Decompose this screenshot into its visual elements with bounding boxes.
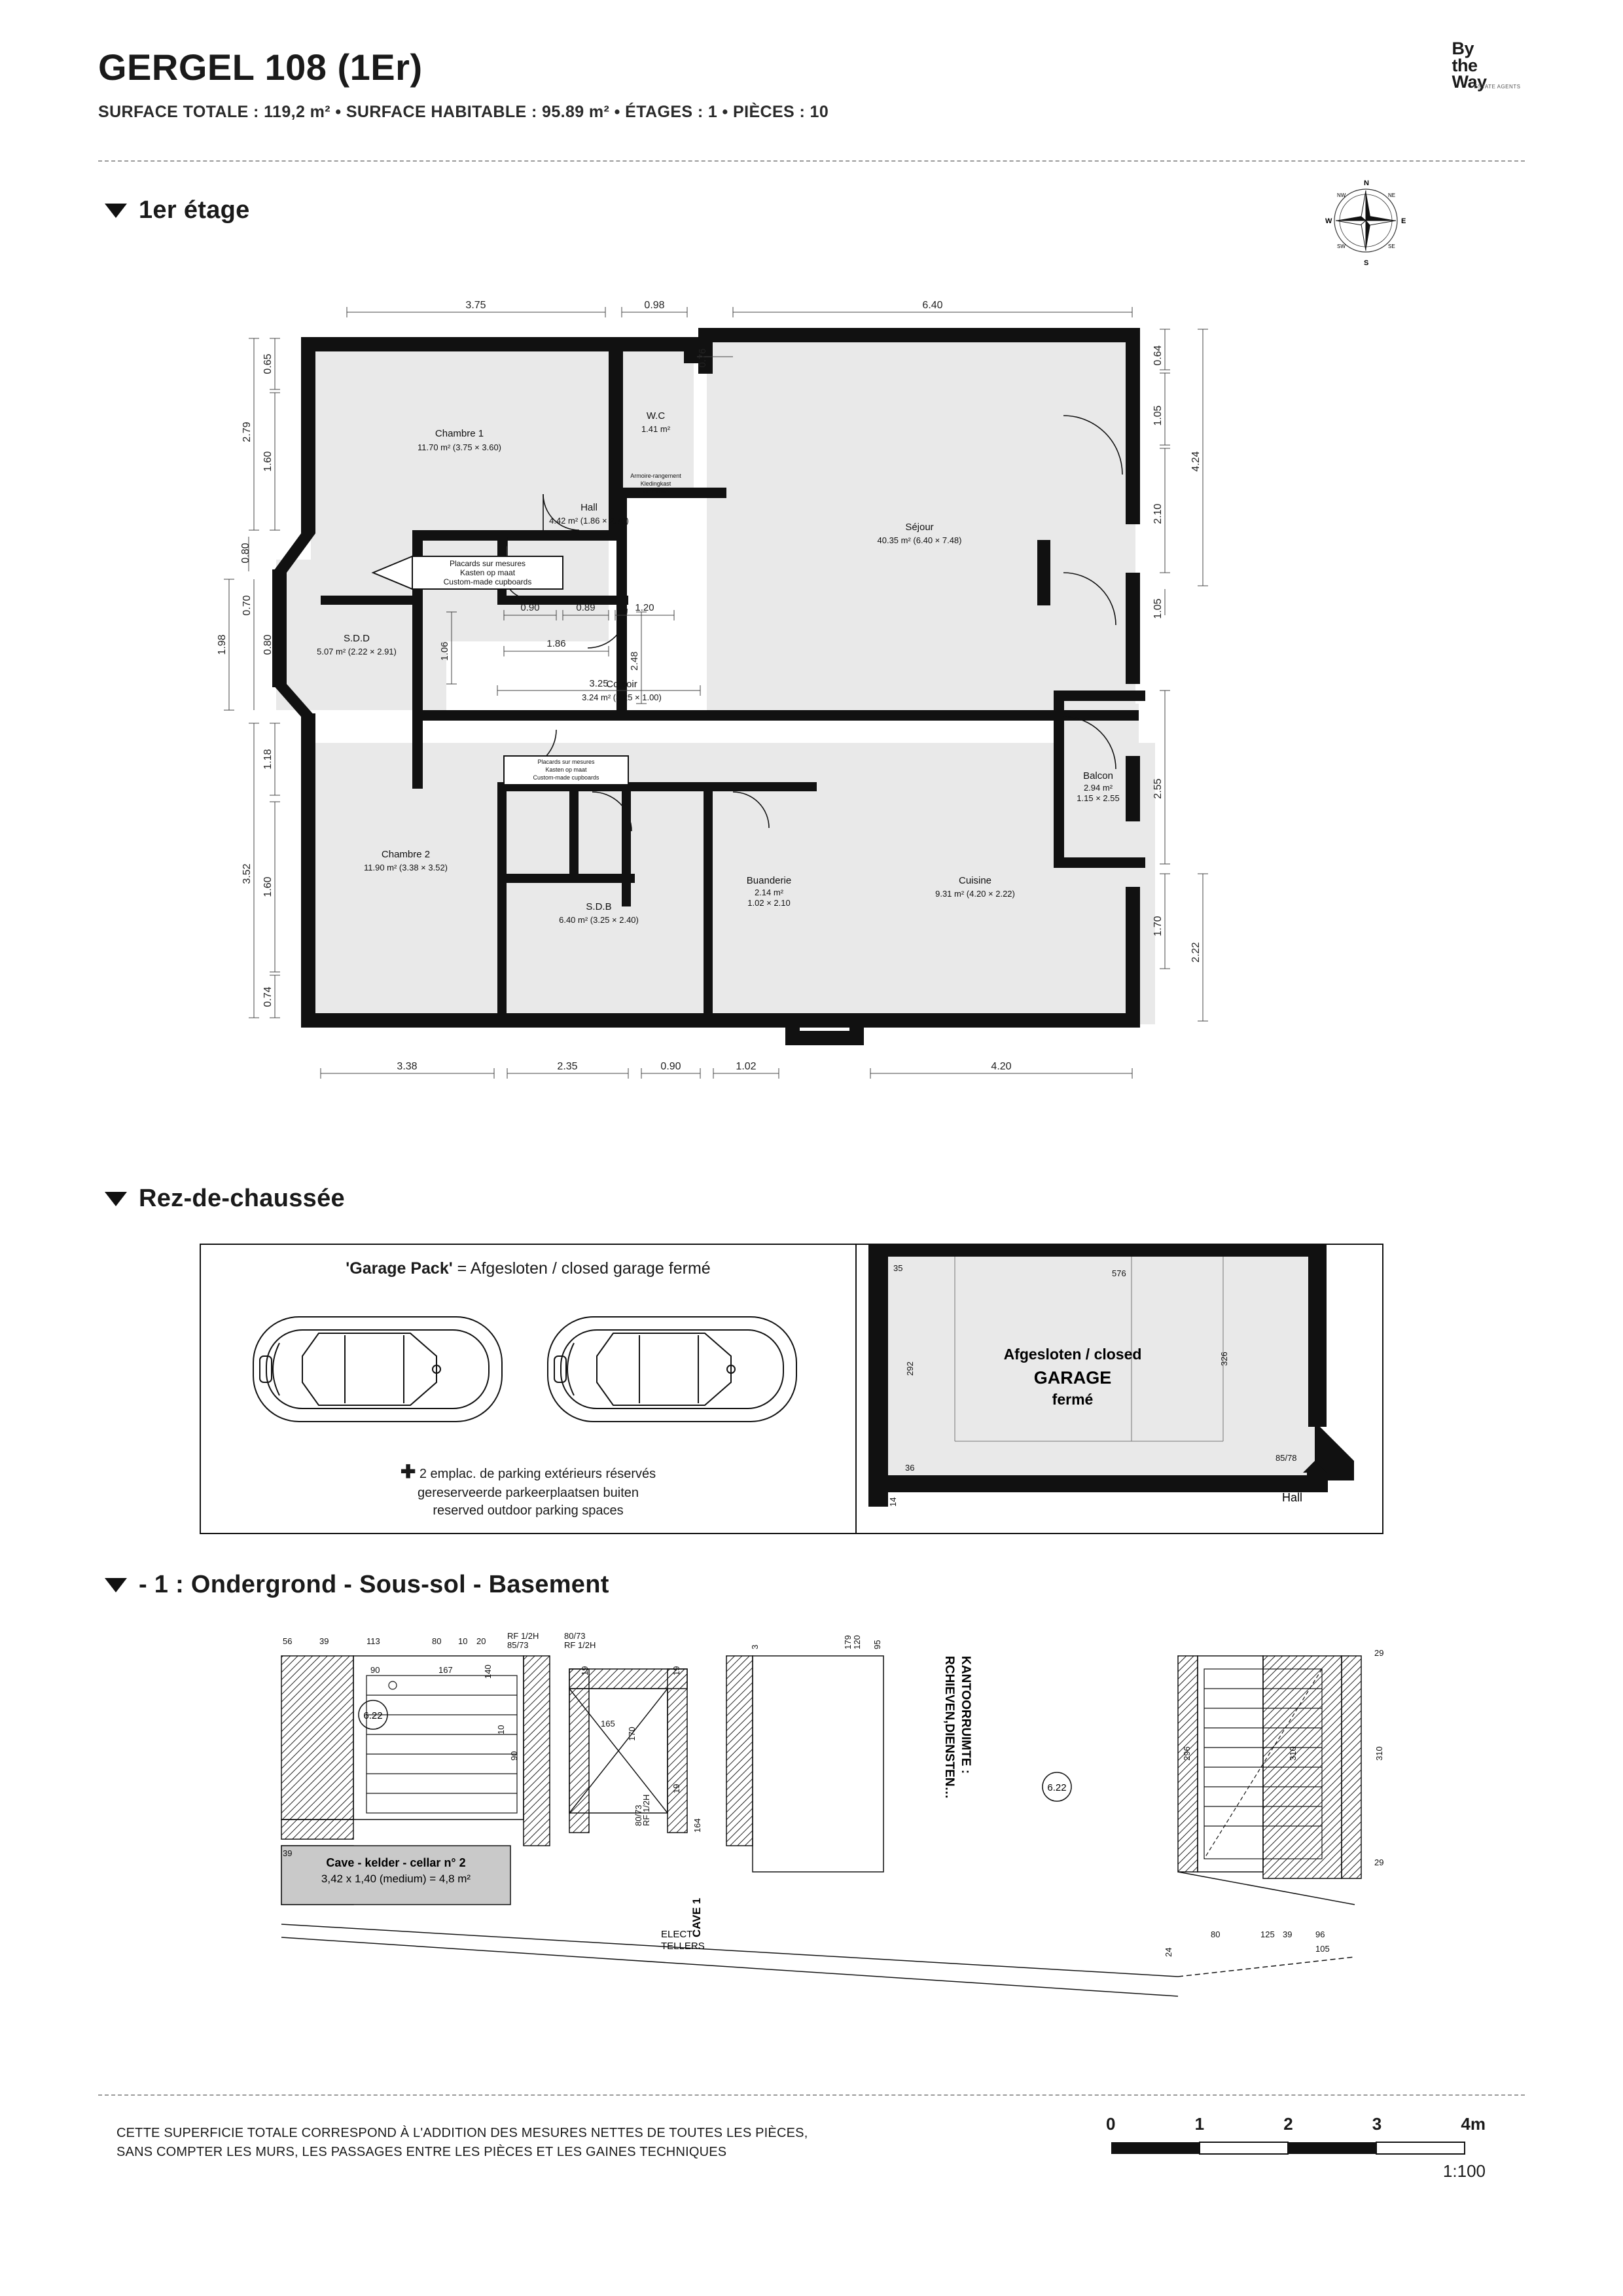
floorplan-first-floor: [216, 298, 1381, 1168]
dim-right-3: 4.24: [1190, 451, 1202, 472]
dim-inner-5: 1.86: [546, 638, 566, 649]
ground-floor-block: [200, 1244, 1383, 1534]
bm-label-7: 85/73: [507, 1640, 529, 1650]
dim-inner-7: 1.06: [439, 641, 450, 661]
bm-label-38: 24: [1164, 1947, 1173, 1957]
dim-right-2: 1.05: [1152, 405, 1164, 426]
dim-right-7: 1.70: [1152, 916, 1164, 937]
room-detail-sdd: 5.07 m² (2.22 × 2.91): [317, 647, 397, 656]
bm-label-2: 113: [366, 1636, 380, 1646]
room-label-sejour: Séjour: [905, 522, 934, 533]
room-detail-sdb: 6.40 m² (3.25 × 2.40): [559, 915, 639, 925]
parking-note-2: gereserveerde parkeerplaatsen buiten: [418, 1486, 639, 1500]
room-detail-balcon: 2.94 m²: [1083, 783, 1113, 793]
dim-left-9: 3.52: [241, 863, 253, 884]
kantoor-label-2: RCHIEVEN,DIENSTEN…: [942, 1656, 956, 1799]
cupboard-label-1b: Kasten op maat: [459, 568, 516, 577]
parking-note-1: 2 emplac. de parking extérieurs réservés: [419, 1467, 656, 1482]
triangle-icon: [105, 204, 127, 218]
svg-text:NE: NE: [1388, 192, 1396, 198]
garage-dim-4: 326: [1219, 1352, 1229, 1366]
cupboard-label-1c: Custom-made cupboards: [443, 577, 532, 586]
garage-pack-strong: 'Garage Pack': [346, 1259, 453, 1278]
bm-label-10: 140: [483, 1664, 493, 1679]
dim-top-1: 3.75: [465, 300, 486, 311]
cupboard-label-2b: Kasten op maat: [545, 766, 587, 773]
footer-line-2: SANS COMPTER LES MURS, LES PASSAGES ENTRE LES PIÈCES ET LES GAINES TECHNIQUES: [116, 2145, 727, 2159]
page-header: [98, 39, 1525, 122]
bm-label-12: 90: [509, 1751, 519, 1761]
garage-dim-6: 14: [888, 1497, 898, 1507]
garage-label-1: Afgesloten / closed: [1003, 1346, 1142, 1363]
dim-left-8: 1.18: [262, 749, 274, 770]
section-title-ground: [105, 1185, 345, 1213]
room-label-chambre2: Chambre 2: [381, 849, 431, 860]
garage-dim-2: 576: [1112, 1268, 1126, 1278]
triangle-icon-3: [105, 1578, 127, 1592]
bm-label-5: 20: [476, 1636, 486, 1646]
dim-right-1: 0.64: [1152, 345, 1164, 366]
dim-left-4: 0.80: [240, 543, 251, 564]
level-marker-1: 6.22: [363, 1710, 383, 1721]
room-label-couloir: Couloir: [606, 679, 637, 690]
room-label-armoire: Armoire-rangement: [630, 473, 681, 479]
room-label-wc: W.C: [646, 410, 666, 422]
elect-label: ELECT: [661, 1929, 693, 1940]
scale-tick-4: 4m: [1461, 2114, 1486, 2134]
footer-divider: [98, 2094, 1525, 2096]
triangle-icon-2: [105, 1192, 127, 1206]
bm-label-23: 3: [750, 1644, 760, 1649]
scale-tick-labels: [1106, 2114, 1486, 2134]
svg-text:S: S: [1364, 259, 1369, 267]
parking-cars-illustration: [240, 1304, 816, 1435]
garage-dim-3: 292: [905, 1361, 915, 1376]
bm-label-21: 80/73: [633, 1804, 643, 1826]
room-label-chambre1: Chambre 1: [435, 428, 484, 439]
dim-right-6: 2.55: [1152, 778, 1164, 799]
dim-inner-4: 1.20: [635, 602, 654, 613]
section-label-basement: - 1 : Ondergrond - Sous-sol - Basement: [139, 1571, 609, 1598]
garage-plan: [855, 1245, 1382, 1533]
bm-label-14: RF 1/2H: [564, 1640, 596, 1650]
room-label-balcon: Balcon: [1083, 770, 1113, 781]
section-label-ground: Rez-de-chaussée: [139, 1185, 345, 1212]
cave1-label: CAVE 1: [690, 1897, 703, 1937]
room-detail-buanderie: 2.14 m²: [754, 888, 784, 897]
dim-left-5: 1.98: [217, 634, 228, 655]
dim-left-10: 1.60: [262, 876, 274, 897]
garage-label-3: fermé: [1052, 1391, 1094, 1408]
dim-inner-1: 0.76: [697, 348, 708, 368]
scale-tick-2: 2: [1283, 2114, 1293, 2134]
footer-line-1: CETTE SUPERFICIE TOTALE CORRESPOND À L'ADDITION DES MESURES NETTES DE TOUTES LES PIÈCES,: [116, 2126, 808, 2140]
svg-text:W: W: [1325, 217, 1332, 225]
bm-label-13: 80/73: [564, 1631, 586, 1641]
room-detail-wc: 1.41 m²: [641, 424, 671, 434]
bm-label-0: 56: [283, 1636, 293, 1646]
bm-label-18: 19: [671, 1666, 681, 1676]
bm-label-20: 164: [692, 1818, 702, 1833]
room-label-cuisine: Cuisine: [958, 875, 992, 886]
bm-label-15: 19: [580, 1666, 590, 1676]
room-detail-couloir: 3.24 m² (3.25 × 1.00): [582, 692, 662, 702]
bm-label-32: 29: [1374, 1857, 1384, 1867]
dim-inner-3: 0.89: [576, 602, 596, 613]
dim-left-1: 0.65: [262, 353, 274, 374]
bm-label-4: 10: [458, 1636, 468, 1646]
room-label-buanderie: Buanderie: [746, 875, 792, 886]
room-detail-hall: 4.42 m² (1.86 × 2.70): [549, 516, 629, 526]
room-detail-chambre1: 11.70 m² (3.75 × 3.60): [417, 442, 502, 452]
room-detail2-armoire: Wardrobe: [643, 488, 669, 495]
bm-label-34: 125: [1260, 1929, 1275, 1939]
garage-pack-panel: [201, 1245, 855, 1533]
parking-note: [201, 1460, 855, 1520]
bm-label-19: 19: [671, 1784, 681, 1793]
garage-pack-title: [201, 1259, 855, 1278]
bm-label-22: RF 1/2H: [641, 1794, 651, 1826]
bm-label-25: 120: [852, 1635, 862, 1649]
page-title: GERGEL 108 (1Er): [98, 46, 423, 88]
dim-bottom-5: 4.20: [991, 1061, 1012, 1072]
dim-bottom-1: 3.38: [397, 1061, 418, 1072]
room-label-sdb: S.D.B: [586, 901, 612, 912]
logo-line-3: Way: [1452, 72, 1487, 92]
cupboard-label-2c: Custom-made cupboards: [533, 774, 599, 781]
bm-label-29: 296: [1182, 1746, 1192, 1761]
logo-line-1: By: [1452, 39, 1474, 58]
plus-icon: ✚: [400, 1462, 416, 1482]
dim-top-2: 0.98: [644, 300, 665, 311]
cellar-label-2: 3,42 x 1,40 (medium) = 4,8 m²: [321, 1873, 471, 1885]
cupboard-label-1a: Placards sur mesures: [449, 559, 526, 568]
footer-note: [116, 2124, 808, 2162]
garage-label-2: GARAGE: [1033, 1368, 1112, 1388]
room-detail-sejour: 40.35 m² (6.40 × 7.48): [877, 535, 962, 545]
bm-label-33: 80: [1211, 1929, 1221, 1939]
bm-label-9: 167: [438, 1665, 453, 1675]
scale-tick-0: 0: [1106, 2114, 1116, 2134]
dim-right-8: 2.22: [1190, 942, 1202, 963]
room-detail-cuisine: 9.31 m² (4.20 × 2.22): [935, 889, 1015, 899]
dim-inner-8: 3.25: [589, 678, 609, 689]
dim-inner-2: 0.90: [520, 602, 540, 613]
brand-logo: [1414, 41, 1525, 91]
bm-label-26: 95: [872, 1640, 882, 1649]
dim-left-6: 0.70: [241, 595, 253, 616]
tellers-label: TELLERS: [661, 1941, 705, 1952]
garage-hall-label: Hall: [1282, 1491, 1303, 1504]
section-label-floor1: 1er étage: [139, 196, 250, 224]
dim-right-5: 1.05: [1152, 598, 1164, 619]
scale-tick-3: 3: [1372, 2114, 1382, 2134]
bm-label-11: 10: [496, 1725, 506, 1734]
room-detail-chambre2: 11.90 m² (3.38 × 3.52): [363, 863, 448, 872]
bm-label-1: 39: [319, 1636, 329, 1646]
room-detail2-buanderie: 1.02 × 2.10: [747, 898, 791, 908]
bm-label-3: 80: [432, 1636, 442, 1646]
garage-dim-5: 36: [905, 1463, 915, 1473]
garage-pack-rest: = Afgesloten / closed garage fermé: [452, 1259, 711, 1278]
dim-top-3: 6.40: [922, 300, 943, 311]
garage-dim-7: 85/78: [1275, 1453, 1297, 1463]
bm-label-37: 105: [1315, 1944, 1330, 1954]
section-title-floor1: [105, 196, 250, 224]
dim-left-2: 2.79: [241, 422, 253, 442]
logo-subtitle: ESTATE AGENTS: [1474, 83, 1521, 90]
bm-label-28: 29: [1374, 1648, 1384, 1658]
svg-text:SE: SE: [1388, 243, 1395, 249]
bm-label-16: 165: [601, 1719, 615, 1729]
bm-label-17: 170: [627, 1727, 637, 1741]
svg-text:E: E: [1401, 217, 1406, 225]
bm-label-8: 90: [370, 1665, 380, 1675]
parking-note-3: reserved outdoor parking spaces: [433, 1503, 624, 1518]
level-marker-2: 6.22: [1047, 1782, 1067, 1793]
dim-inner-6: 2.48: [629, 651, 640, 671]
scale-bar: [1106, 2114, 1486, 2181]
garage-dim-1: 35: [893, 1263, 903, 1273]
svg-text:N: N: [1364, 179, 1369, 187]
bm-label-31: 310: [1374, 1746, 1384, 1761]
section-title-basement: [105, 1571, 609, 1599]
bm-label-35: 39: [1283, 1929, 1293, 1939]
room-label-hall: Hall: [580, 502, 597, 513]
svg-text:SW: SW: [1337, 243, 1346, 249]
dim-left-7: 0.80: [262, 634, 274, 655]
bm-label-27: 39: [283, 1848, 293, 1858]
dim-left-3: 1.60: [262, 451, 274, 472]
basement-plan: [242, 1630, 1427, 2036]
dim-bottom-2: 2.35: [557, 1061, 578, 1072]
dim-right-4: 2.10: [1152, 503, 1164, 524]
cupboard-label-2a: Placards sur mesures: [537, 759, 595, 765]
room-detail-armoire: Kledingkast: [640, 480, 671, 487]
compass-rose: [1306, 173, 1423, 272]
room-label-sdd: S.D.D: [343, 633, 370, 644]
header-divider: [98, 160, 1525, 162]
bm-label-24: 179: [843, 1635, 853, 1649]
dim-bottom-3: 0.90: [660, 1061, 681, 1072]
cellar-label-1: Cave - kelder - cellar n° 2: [326, 1856, 466, 1869]
svg-text:NW: NW: [1337, 192, 1346, 198]
room-detail2-balcon: 1.15 × 2.55: [1077, 793, 1120, 803]
page-subtitle: SURFACE TOTALE : 119,2 m² • SURFACE HABITABLE : 95.89 m² • ÉTAGES : 1 • PIÈCES : 10: [98, 103, 829, 121]
kantoor-label-1: KANTOORRUIMTE :: [959, 1656, 972, 1774]
bm-label-36: 96: [1315, 1929, 1325, 1939]
scale-tick-1: 1: [1194, 2114, 1205, 2134]
scale-bar-graphic: [1106, 2138, 1486, 2158]
scale-ratio: 1:100: [1442, 2161, 1486, 2181]
logo-line-2: the: [1452, 55, 1478, 75]
bm-label-6: RF 1/2H: [507, 1631, 539, 1641]
dim-left-11: 0.74: [262, 986, 274, 1007]
bm-label-30: 310: [1288, 1746, 1298, 1761]
dim-bottom-4: 1.02: [736, 1061, 757, 1072]
